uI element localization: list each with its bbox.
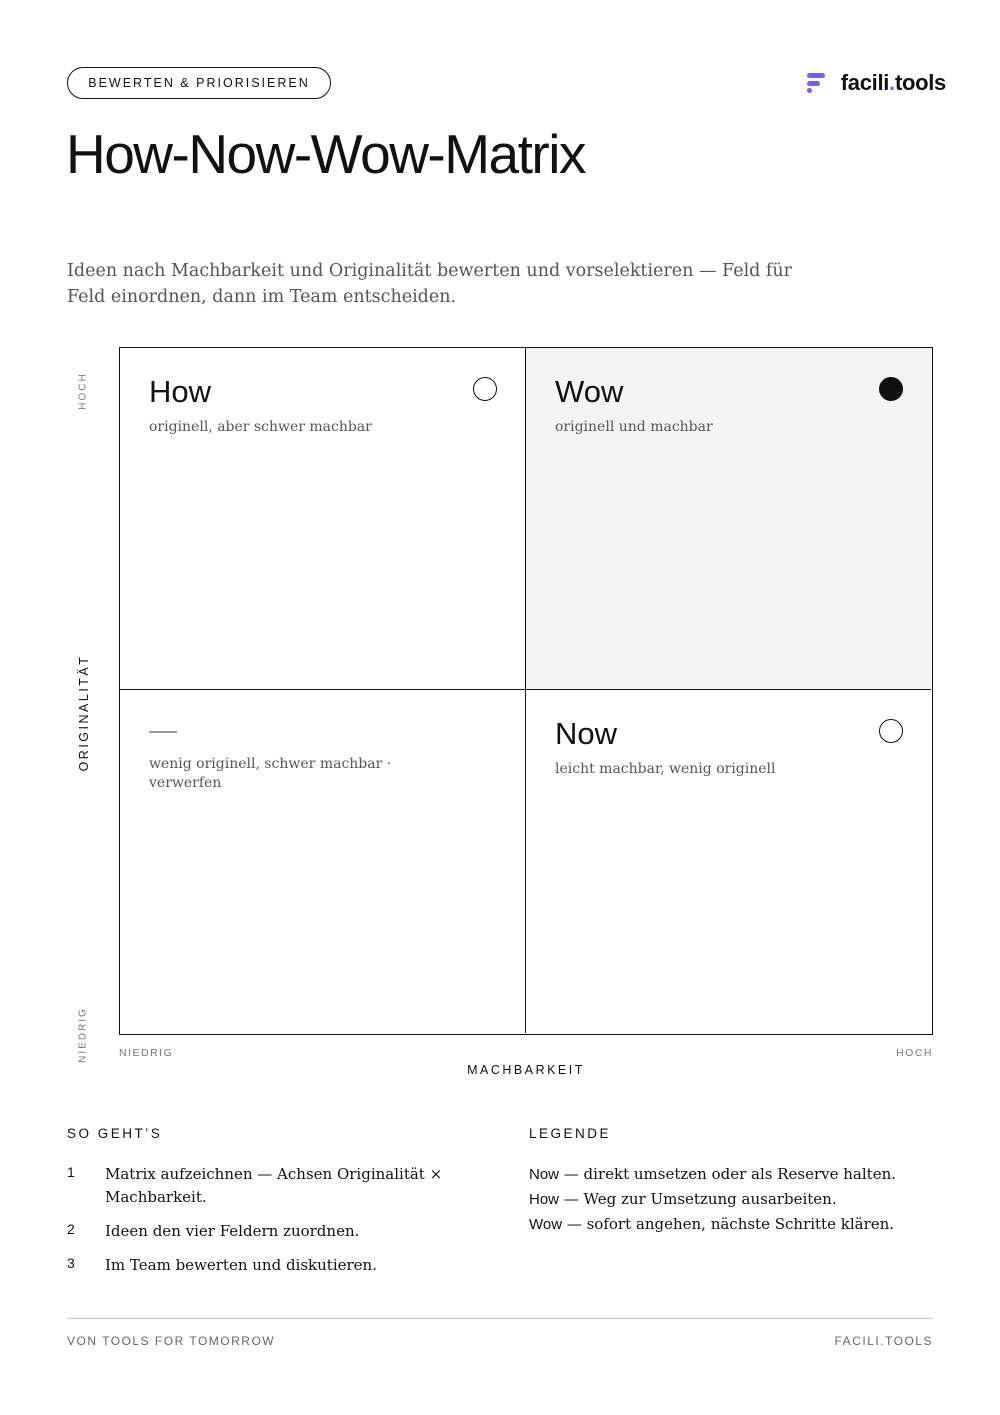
footer-divider [67, 1318, 933, 1319]
empty-circle-icon [473, 377, 497, 401]
legend-key: Now [529, 1166, 560, 1183]
legend-item [529, 1187, 949, 1212]
legend-text: — Weg zur Umsetzung ausarbeiten. [559, 1190, 837, 1208]
brand-wordmark: facili.tools [840, 70, 946, 95]
step-text: Im Team bewerten und diskutieren. [105, 1256, 377, 1274]
steps-list [67, 1163, 467, 1288]
legend-text: — direkt umsetzen oder als Reserve halten. [559, 1165, 897, 1183]
category-label: BEWERTEN & PRIORISIEREN [88, 76, 310, 90]
quadrant-discard [120, 690, 526, 1033]
step-number: 1 [67, 1164, 75, 1180]
quadrant-title: How [149, 374, 212, 409]
legend-item [529, 1212, 949, 1237]
empty-circle-icon [879, 719, 903, 743]
step-item [67, 1163, 467, 1209]
step-text: Ideen den vier Feldern zuordnen. [105, 1222, 360, 1240]
quadrant-how [120, 348, 526, 690]
quadrant-title: Now [555, 716, 618, 751]
how-now-wow-matrix [119, 347, 933, 1035]
quadrant-description: originell und machbar [555, 419, 713, 435]
step-number: 2 [67, 1221, 75, 1237]
legend-list [529, 1162, 949, 1237]
quadrant-description: leicht machbar, wenig originell [555, 761, 776, 777]
step-number: 3 [67, 1255, 75, 1271]
legend-key: Wow [529, 1216, 563, 1233]
quadrant-title: Wow [555, 374, 624, 409]
legend-heading: LEGENDE [529, 1126, 612, 1141]
category-badge [67, 67, 331, 99]
brand-logo [807, 68, 946, 98]
step-item [67, 1220, 467, 1243]
footer-credit: VON TOOLS FOR TOMORROW [67, 1334, 276, 1348]
y-axis-label: ORIGINALITÄT [77, 654, 91, 772]
intro-text: Ideen nach Machbarkeit und Originalität bewerten und vorselektieren — Feld für Feld einordnen, dann im Team entscheiden. [67, 261, 793, 307]
quadrant-wow [526, 348, 931, 690]
step-item [67, 1254, 467, 1277]
steps-heading: SO GEHT’S [67, 1126, 163, 1141]
footer-site: FACILI.TOOLS [834, 1334, 933, 1348]
dash-icon [149, 731, 177, 733]
filled-circle-icon [879, 377, 903, 401]
brand-f-icon [807, 73, 825, 93]
step-text: Matrix aufzeichnen — Achsen Originalität × Machbarkeit. [105, 1165, 443, 1206]
legend-text: — sofort angehen, nächste Schritte klären. [562, 1215, 895, 1233]
y-axis-low-label: NIEDRIG [77, 1007, 89, 1063]
x-axis-high-label: HOCH [896, 1047, 933, 1059]
quadrant-description: wenig originell, schwer machbar · verwerfen [149, 756, 392, 791]
page-title: How-Now-Wow-Matrix [66, 123, 585, 185]
y-axis-high-label: HOCH [77, 372, 89, 410]
x-axis-label: MACHBARKEIT [467, 1063, 585, 1077]
legend-item [529, 1162, 949, 1187]
quadrant-now [526, 690, 931, 1033]
quadrant-description: originell, aber schwer machbar [149, 419, 372, 435]
x-axis-low-label: NIEDRIG [119, 1047, 174, 1059]
legend-key: How [529, 1191, 560, 1208]
